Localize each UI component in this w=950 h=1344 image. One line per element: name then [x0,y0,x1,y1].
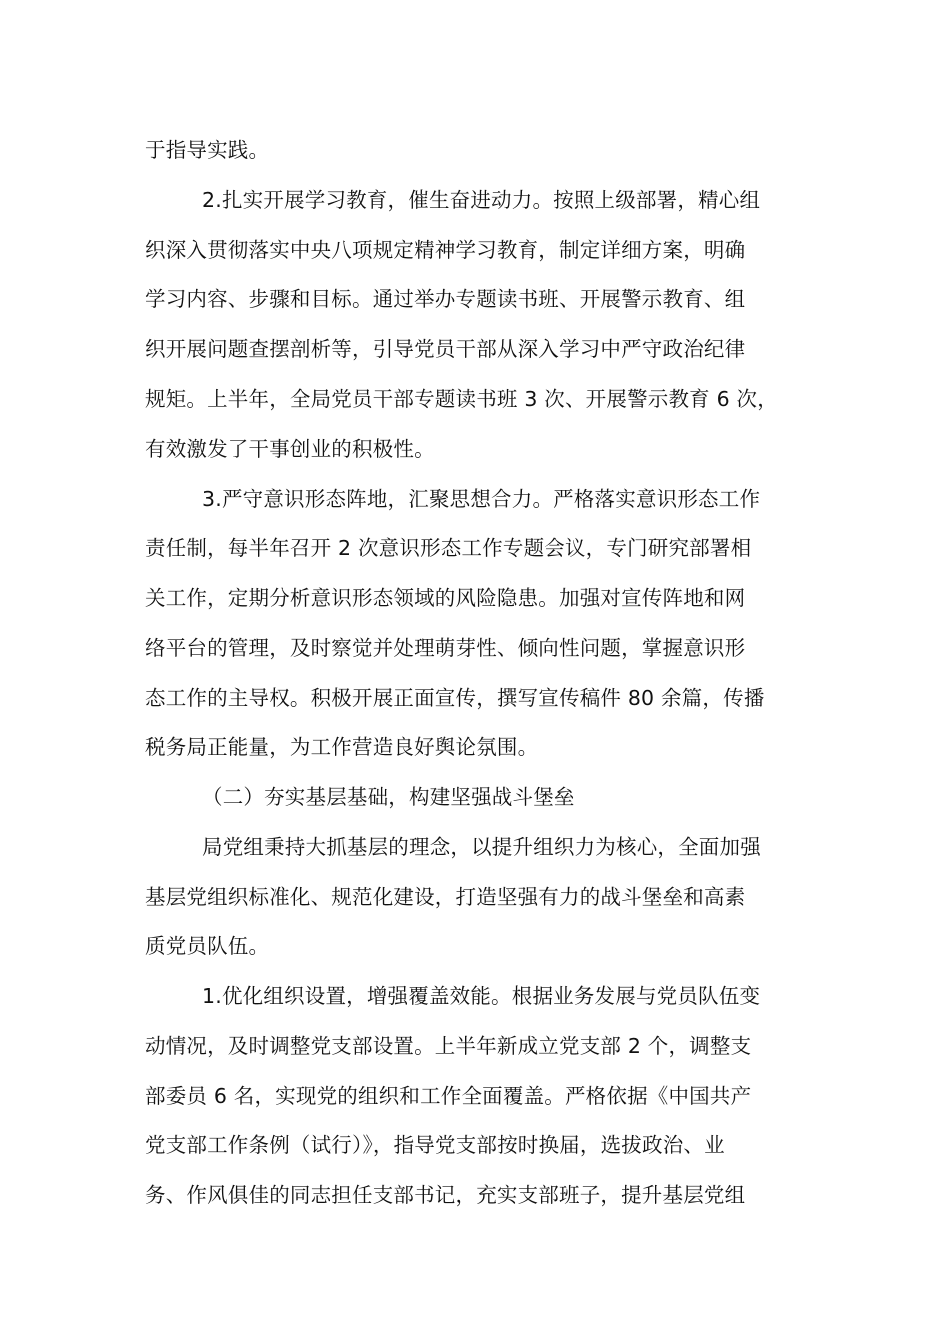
section-heading: （二）夯实基层基础，构建坚强战斗堡垒 [202,785,575,809]
paragraph-line: 织开展问题查摆剖析等，引导党员干部从深入学习中严守政治纪律 [145,337,746,361]
section-item-heading: 1.优化组织设置，增强覆盖效能。根据业务发展与党员队伍变 [202,984,761,1008]
paragraph-line: 基层党组织标准化、规范化建设，打造坚强有力的战斗堡垒和高素 [145,885,746,909]
paragraph-line: 织深入贯彻落实中央八项规定精神学习教育，制定详细方案，明确 [145,238,746,262]
paragraph-line: 态工作的主导权。积极开展正面宣传，撰写宣传稿件 80 余篇，传播 [145,686,765,710]
paragraph-line: 税务局正能量，为工作营造良好舆论氛围。 [145,735,539,759]
paragraph-line: 动情况，及时调整党支部设置。上半年新成立党支部 2 个，调整支 [145,1034,752,1058]
paragraph-line: 有效激发了干事创业的积极性。 [145,437,435,461]
paragraph-line: 于指导实践。 [145,138,270,162]
paragraph-line: 络平台的管理，及时察觉并处理萌芽性、倾向性问题，掌握意识形 [145,636,746,660]
paragraph-line: 部委员 6 名，实现党的组织和工作全面覆盖。严格依据《中国共产 [145,1084,752,1108]
paragraph-line: 局党组秉持大抓基层的理念，以提升组织力为核心，全面加强 [202,835,761,859]
paragraph-line: 责任制，每半年召开 2 次意识形态工作专题会议，专门研究部署相 [145,536,752,560]
paragraph-line: 党支部工作条例（试行）》，指导党支部按时换届，选拔政治、业 [145,1133,725,1157]
paragraph-line: 学习内容、步骤和目标。通过举办专题读书班、开展警示教育、组 [145,287,746,311]
section-item-heading: 3.严守意识形态阵地，汇聚思想合力。严格落实意识形态工作 [202,487,761,511]
paragraph-line: 质党员队伍。 [145,934,270,958]
paragraph-line: 规矩。上半年，全局党员干部专题读书班 3 次、开展警示教育 6 次， [145,387,778,411]
paragraph-line: 务、作风俱佳的同志担任支部书记，充实支部班子，提升基层党组 [145,1183,746,1207]
paragraph-line: 关工作，定期分析意识形态领域的风险隐患。加强对宣传阵地和网 [145,586,746,610]
section-item-heading: 2.扎实开展学习教育，催生奋进动力。按照上级部署，精心组 [202,188,761,212]
